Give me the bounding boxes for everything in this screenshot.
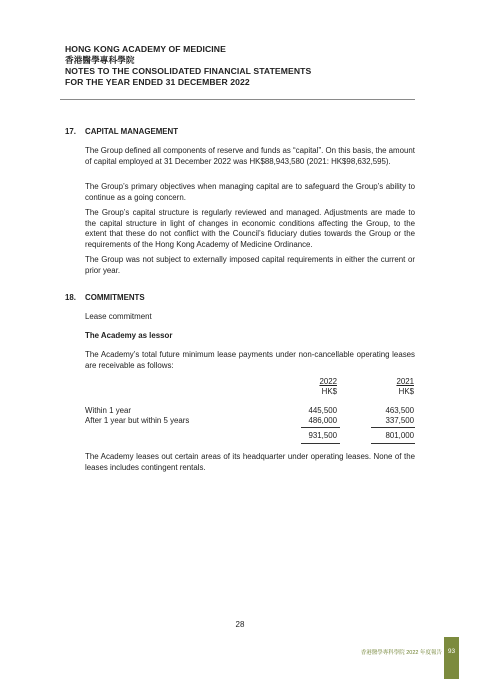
header-org-name-chinese: 香港醫學專科學院 (65, 55, 135, 65)
section-18-note: The Academy leases out certain areas of its headquarter under operating leases. None of the leases includes contingent rentals. (85, 452, 415, 472)
section-17-number: 17. (65, 127, 76, 136)
section-18-intro: The Academy’s total future minimum lease payments under non-cancellable operating leases are receivable as follows: (85, 350, 415, 370)
page-header (65, 44, 311, 88)
total-rule-2022 (301, 443, 340, 444)
section-17-title: CAPITAL MANAGEMENT (85, 127, 179, 136)
col-currency-2022: HK$ (321, 387, 337, 396)
header-notes-title: NOTES TO THE CONSOLIDATED FINANCIAL STATEMENTS (65, 66, 312, 76)
section-17-paragraph-3: The Group’s capital structure is regularly reviewed and managed. Adjustments are made to the capital structure in light of changes in economic conditions affecting the Group, to the extent that these do not conflict with the Council’s fiduciary duties towards the Group or the requirements of the Hong Kong Academy of Medicine Ordinance. (85, 208, 415, 249)
total-2021: 801,000 (385, 431, 414, 440)
row-after-1-year-2022: 486,000 (308, 416, 337, 425)
header-year-title: FOR THE YEAR ENDED 31 DECEMBER 2022 (65, 77, 250, 87)
col-currency-2021: HK$ (398, 387, 414, 396)
section-18-heading-lessor: The Academy as lessor (85, 331, 173, 340)
section-18-subtitle: Lease commitment (85, 312, 152, 321)
col-year-2022: 2022 (319, 377, 337, 386)
row-label-within-1-year: Within 1 year (85, 406, 132, 415)
section-17-heading (65, 127, 415, 138)
section-17-paragraph-4: The Group was not subject to externally imposed capital requirements in either the current or prior year. (85, 255, 415, 275)
section-17-paragraph-1: The Group defined all components of reserve and funds as “capital”. On this basis, the amount of capital employed at 31 December 2022 was HK$88,943,580 (2021: HK$98,632,595). (85, 146, 415, 166)
subtotal-rule-2022 (301, 427, 340, 428)
header-org-name: HONG KONG ACADEMY OF MEDICINE (65, 44, 226, 54)
total-rule-2021 (371, 443, 415, 444)
page-tab-number: 93 (447, 648, 456, 655)
section-18-number: 18. (65, 293, 76, 302)
page-tab (444, 637, 459, 679)
total-2022: 931,500 (308, 431, 337, 440)
footer-report-title: 香港醫學專科學院 2022 年度報告 (360, 650, 442, 656)
section-17-paragraph-2: The Group’s primary objectives when managing capital are to safeguard the Group’s ability to continue as a going concern. (85, 182, 415, 202)
section-18-heading (65, 293, 415, 304)
row-label-after-1-year: After 1 year but within 5 years (85, 416, 190, 425)
row-within-1-year-2022: 445,500 (308, 406, 337, 415)
header-divider (60, 99, 415, 100)
section-18-title: COMMITMENTS (85, 293, 145, 302)
page-number: 28 (235, 620, 245, 629)
col-year-2021: 2021 (396, 377, 414, 386)
subtotal-rule-2021 (371, 427, 415, 428)
row-within-1-year-2021: 463,500 (385, 406, 414, 415)
row-after-1-year-2021: 337,500 (385, 416, 414, 425)
